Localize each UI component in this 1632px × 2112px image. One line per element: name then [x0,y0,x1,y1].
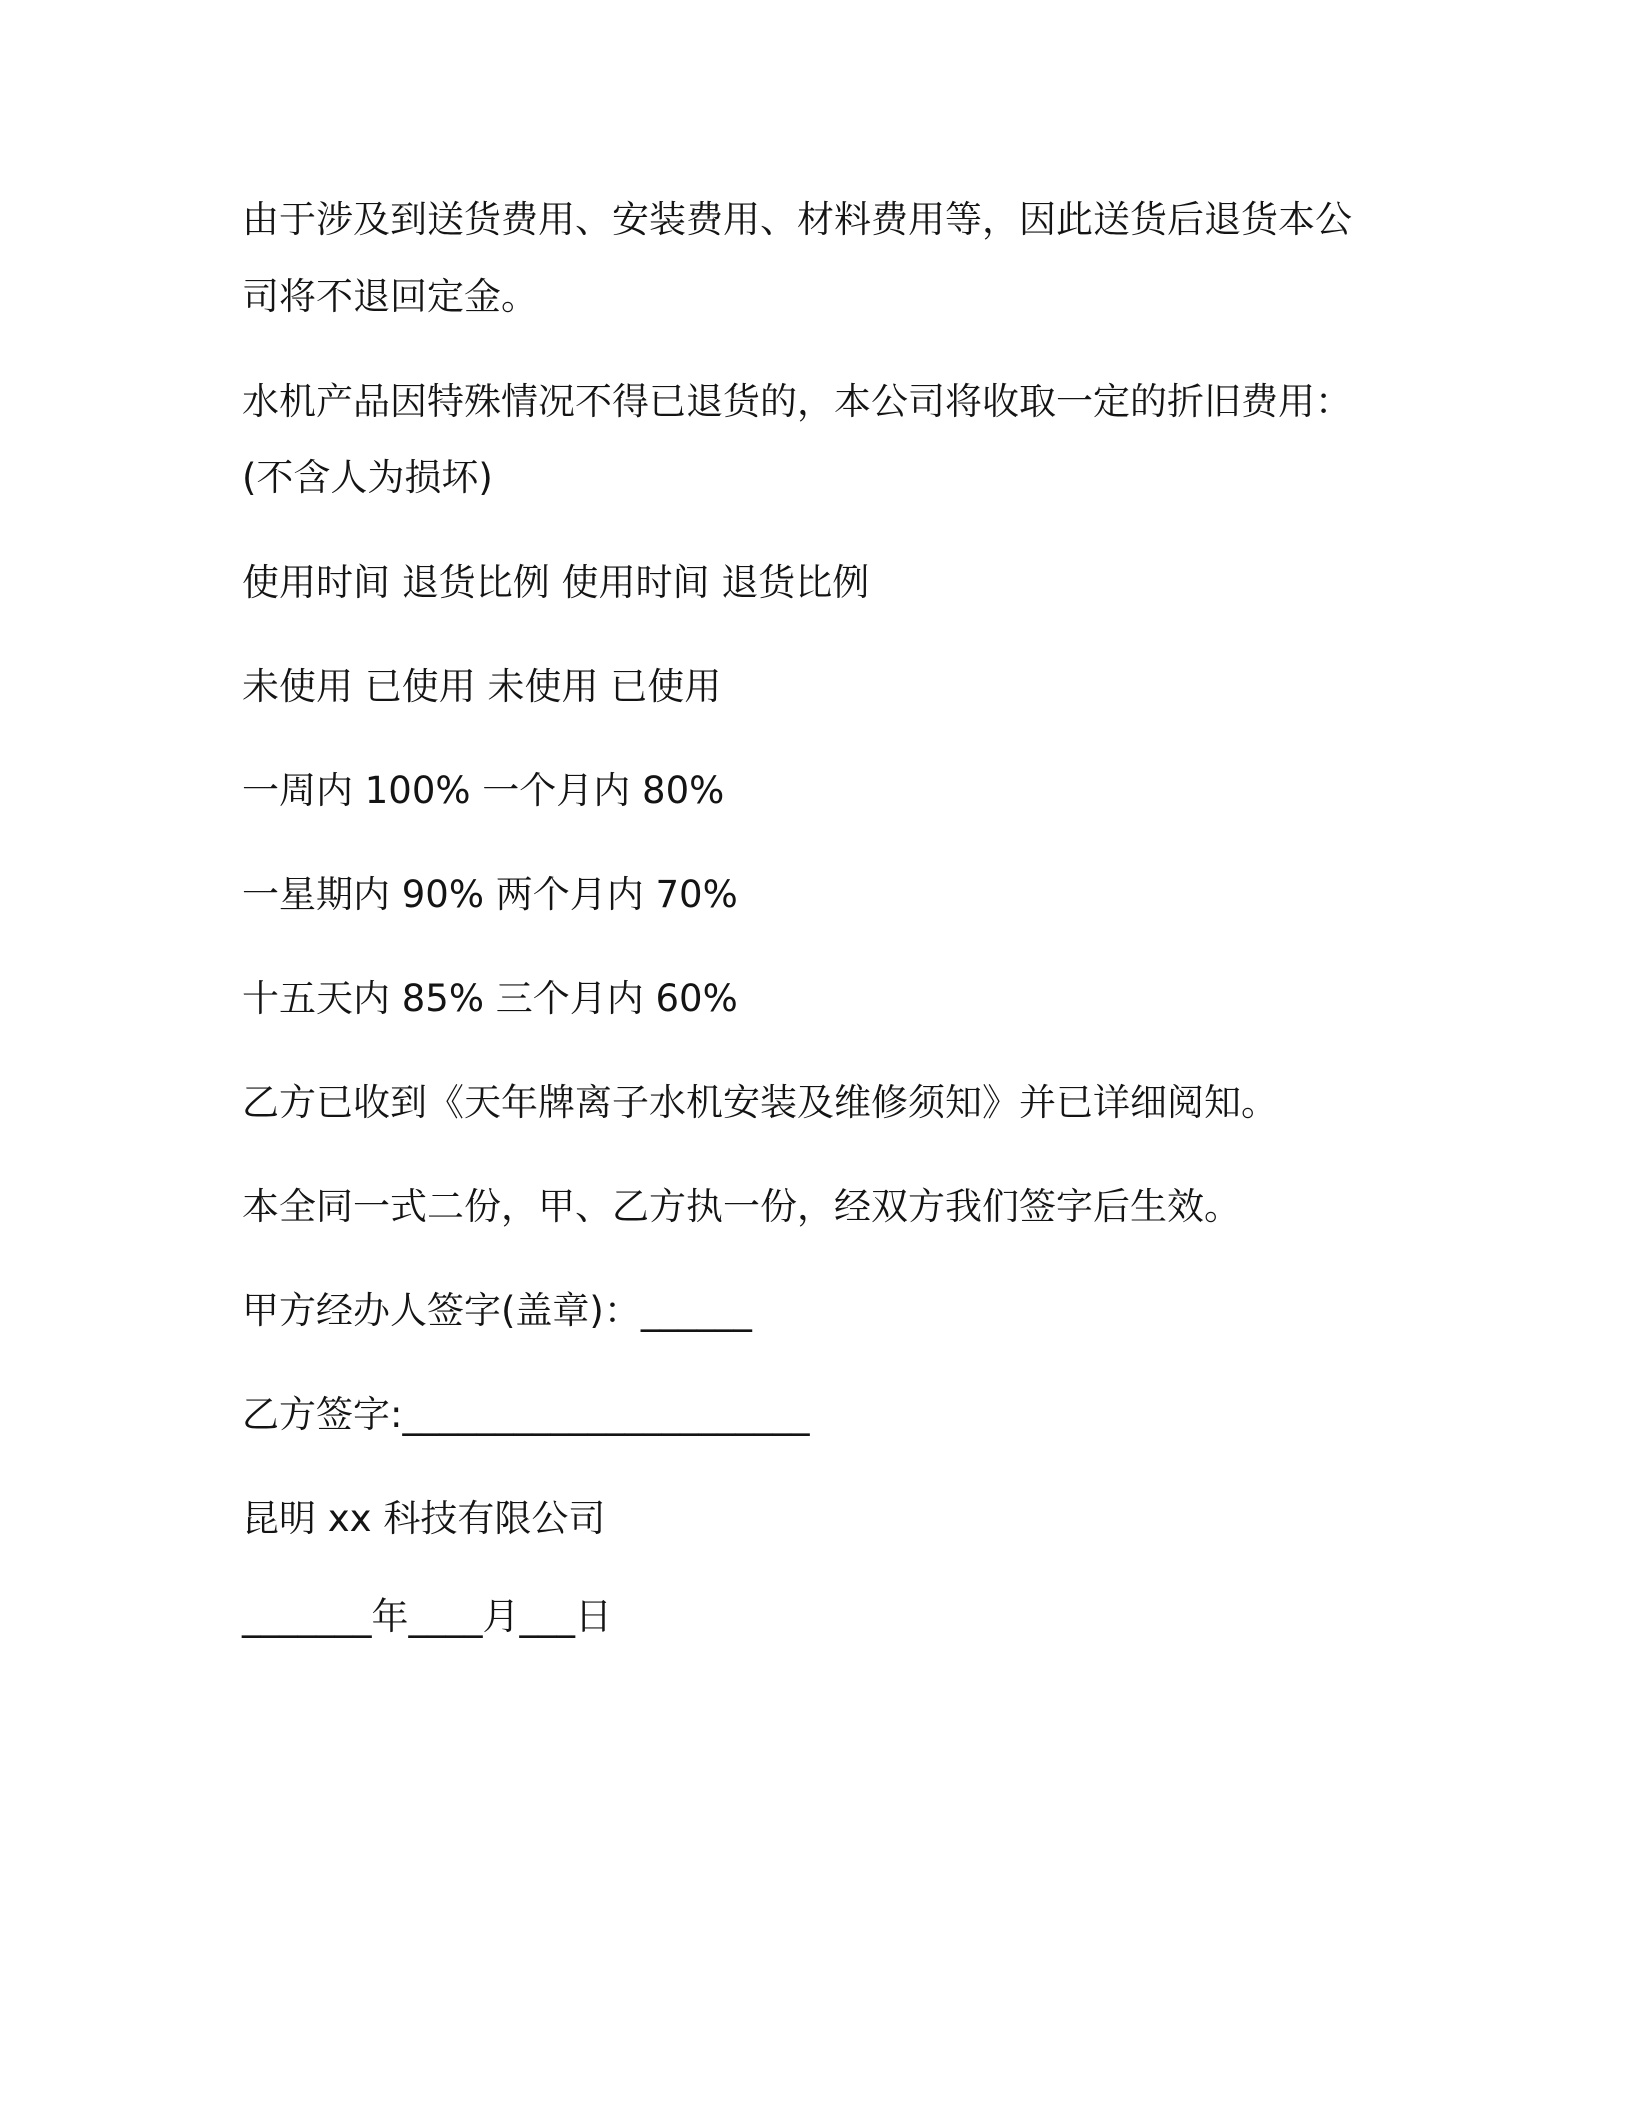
party-a-signature-field: 甲方经办人签字(盖章)：______ [242,1289,752,1332]
table-header-row: 使用时间 退货比例 使用时间 退货比例 [242,561,870,604]
table-row: 十五天内 85% 三个月内 60% [242,977,738,1020]
paragraph-acknowledgement: 乙方已收到《天年牌离子水机安装及维修须知》并已详细阅知。 [242,1081,1278,1124]
table-subheader-row: 未使用 已使用 未使用 已使用 [242,665,722,708]
table-row: 一星期内 90% 两个月内 70% [242,873,738,916]
date-field: _______年____月___日 [242,1595,612,1638]
paragraph-contract-copies: 本全同一式二份，甲、乙方执一份，经双方我们签字后生效。 [242,1185,1241,1228]
party-b-signature-field: 乙方签字:______________________ [242,1393,810,1436]
paragraph-return-policy-line-2: 司将不退回定金。 [242,275,538,318]
paragraph-depreciation-line-2: (不含人为损坏) [242,456,493,499]
paragraph-return-policy-line-1: 由于涉及到送货费用、安装费用、材料费用等，因此送货后退货本公 [242,198,1352,241]
company-name: 昆明 xx 科技有限公司 [242,1497,606,1540]
paragraph-depreciation-line-1: 水机产品因特殊情况不得已退货的，本公司将收取一定的折旧费用： [242,380,1352,423]
table-row: 一周内 100% 一个月内 80% [242,769,725,812]
